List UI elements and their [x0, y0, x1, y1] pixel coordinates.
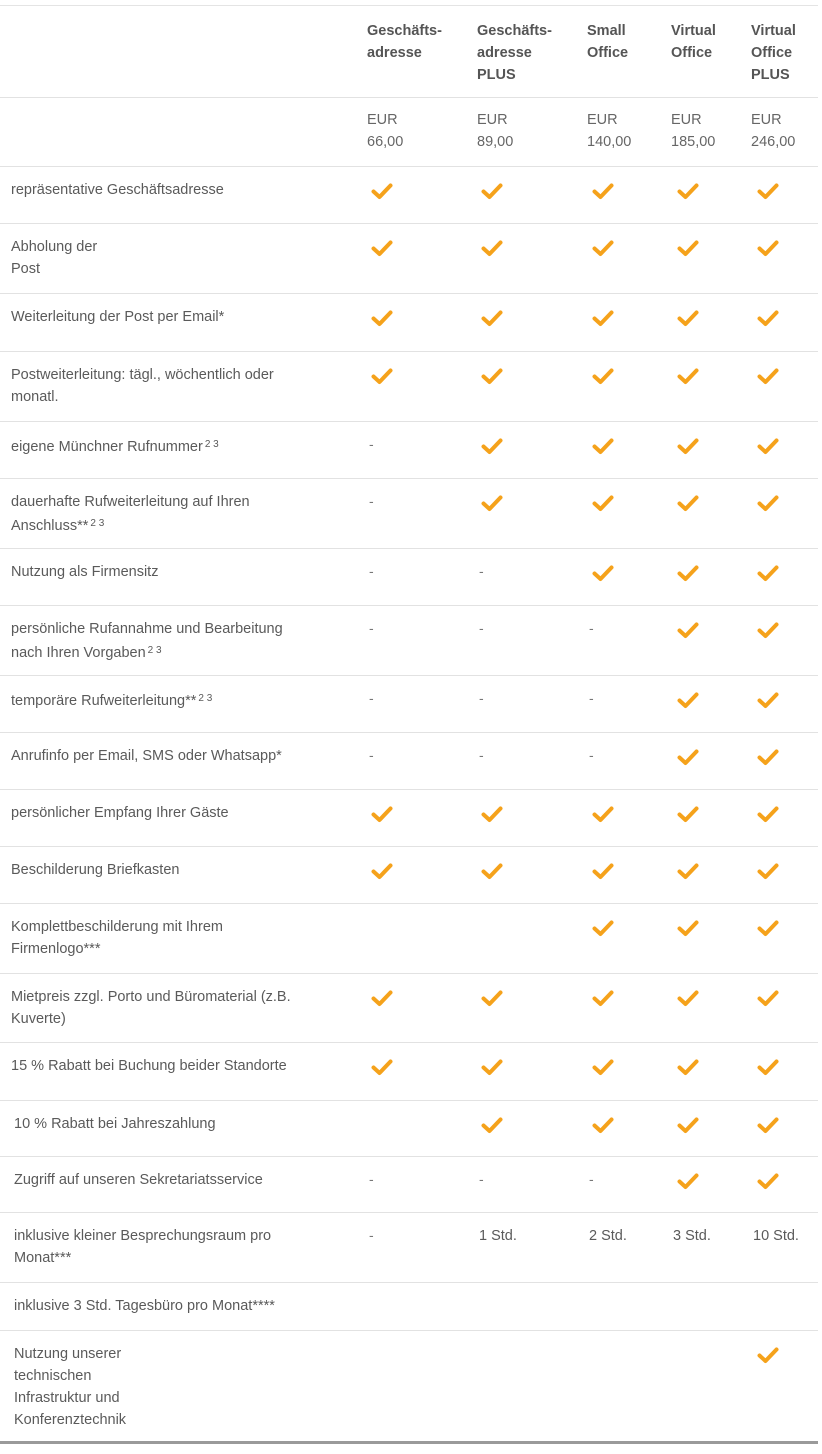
- feature-row: [0, 973, 818, 1043]
- checkmark-icon: [371, 805, 393, 823]
- feature-label: [14, 1113, 216, 1135]
- feature-label-text: Mietpreis zzgl. Porto und Büromaterial (z.B. Kuverte): [11, 989, 291, 1027]
- checkmark-icon: [592, 239, 614, 257]
- checkmark-icon: [757, 691, 779, 709]
- plan-name-geschaeftsadresse-plus: Geschäfts- adresse PLUS: [477, 23, 552, 83]
- checkmark-icon: [757, 748, 779, 766]
- checkmark-icon: [757, 564, 779, 582]
- checkmark-icon: [757, 309, 779, 327]
- price-virtual-office: EUR 185,00: [671, 112, 716, 150]
- feature-row: [0, 1330, 818, 1441]
- feature-value: 10 Std.: [753, 1228, 799, 1244]
- plan-name-small-office: Small Office: [587, 23, 629, 61]
- checkmark-icon: [677, 621, 699, 639]
- checkmark-icon: [677, 437, 699, 455]
- not-included-dash: -: [479, 690, 484, 706]
- feature-label-text: inklusive 3 Std. Tagesbüro pro Monat****: [14, 1298, 275, 1314]
- checkmark-icon: [677, 989, 699, 1007]
- price-small-office: EUR 140,00: [587, 112, 632, 150]
- not-included-dash: -: [479, 1171, 484, 1187]
- checkmark-icon: [371, 989, 393, 1007]
- checkmark-icon: [481, 182, 503, 200]
- feature-label: [11, 986, 291, 1030]
- feature-label: [11, 491, 250, 537]
- checkmark-icon: [481, 989, 503, 1007]
- feature-row: [0, 675, 818, 733]
- checkmark-icon: [371, 367, 393, 385]
- checkmark-icon: [677, 805, 699, 823]
- feature-label: [14, 1225, 271, 1269]
- feature-label: [11, 745, 282, 767]
- checkmark-icon: [481, 437, 503, 455]
- feature-label-text: persönliche Rufannahme und Bearbeitung nach Ihren Vorgaben: [11, 621, 283, 661]
- feature-row: [0, 1042, 818, 1101]
- feature-label: [11, 688, 212, 712]
- feature-row: [0, 421, 818, 479]
- feature-label: [11, 916, 223, 960]
- not-included-dash: -: [369, 1227, 374, 1243]
- checkmark-icon: [592, 862, 614, 880]
- checkmark-icon: [371, 239, 393, 257]
- feature-label: [11, 236, 97, 280]
- checkmark-icon: [592, 989, 614, 1007]
- not-included-dash: -: [369, 690, 374, 706]
- checkmark-icon: [677, 564, 699, 582]
- not-included-dash: -: [589, 690, 594, 706]
- feature-label-text: Weiterleitung der Post per Email*: [11, 309, 225, 325]
- feature-row: [0, 789, 818, 847]
- checkmark-icon: [592, 1116, 614, 1134]
- checkmark-icon: [371, 1058, 393, 1076]
- footnote-marker: 2 3: [198, 693, 213, 704]
- plan-name-virtual-office-plus: Virtual Office PLUS: [751, 23, 796, 83]
- checkmark-icon: [757, 919, 779, 937]
- checkmark-icon: [481, 1116, 503, 1134]
- feature-label: [14, 1169, 263, 1191]
- checkmark-icon: [592, 564, 614, 582]
- feature-label: [11, 859, 179, 881]
- feature-label: [11, 179, 224, 201]
- feature-label-text: dauerhafte Rufweiterleitung auf Ihren Anschluss**: [11, 494, 250, 534]
- feature-label-text: Komplettbeschilderung mit Ihrem Firmenlogo***: [11, 919, 223, 957]
- checkmark-icon: [481, 805, 503, 823]
- feature-value: 1 Std.: [479, 1228, 517, 1244]
- feature-row: [0, 846, 818, 904]
- feature-label-text: Abholung der Post: [11, 239, 98, 277]
- feature-row: [0, 223, 818, 294]
- feature-label-text: Anrufinfo per Email, SMS oder Whatsapp*: [11, 748, 282, 764]
- feature-label: [11, 364, 274, 408]
- checkmark-icon: [481, 367, 503, 385]
- not-included-dash: -: [369, 436, 374, 452]
- not-included-dash: -: [589, 1171, 594, 1187]
- checkmark-icon: [757, 862, 779, 880]
- price-geschaeftsadresse: EUR 66,00: [367, 112, 404, 150]
- price-geschaeftsadresse-plus: EUR 89,00: [477, 112, 514, 150]
- not-included-dash: -: [369, 620, 374, 636]
- checkmark-icon: [592, 367, 614, 385]
- feature-row: [0, 351, 818, 422]
- price-row: [0, 97, 818, 167]
- checkmark-icon: [757, 239, 779, 257]
- footnote-marker: 2 3: [90, 518, 105, 529]
- footnote-marker: 2 3: [147, 645, 162, 656]
- checkmark-icon: [481, 862, 503, 880]
- feature-row: [0, 732, 818, 790]
- checkmark-icon: [481, 239, 503, 257]
- bottom-divider: [0, 1441, 818, 1444]
- checkmark-icon: [757, 437, 779, 455]
- feature-label-text: inklusive kleiner Besprechungsraum pro Monat***: [14, 1228, 272, 1266]
- checkmark-icon: [677, 182, 699, 200]
- feature-label-text: eigene Münchner Rufnummer: [11, 439, 203, 455]
- checkmark-icon: [592, 182, 614, 200]
- checkmark-icon: [592, 437, 614, 455]
- not-included-dash: -: [589, 747, 594, 763]
- checkmark-icon: [677, 494, 699, 512]
- feature-label: [11, 618, 283, 664]
- feature-label-text: 15 % Rabatt bei Buchung beider Standorte: [11, 1058, 287, 1074]
- feature-row: [0, 1100, 818, 1157]
- not-included-dash: -: [479, 620, 484, 636]
- checkmark-icon: [481, 309, 503, 327]
- checkmark-icon: [371, 309, 393, 327]
- checkmark-icon: [677, 239, 699, 257]
- feature-label: [11, 1055, 287, 1077]
- checkmark-icon: [592, 919, 614, 937]
- not-included-dash: -: [369, 1171, 374, 1187]
- checkmark-icon: [592, 494, 614, 512]
- checkmark-icon: [757, 1058, 779, 1076]
- feature-label: [11, 306, 224, 328]
- checkmark-icon: [757, 1116, 779, 1134]
- checkmark-icon: [757, 182, 779, 200]
- feature-label-text: Zugriff auf unseren Sekretariatsservice: [14, 1172, 263, 1188]
- checkmark-icon: [677, 367, 699, 385]
- checkmark-icon: [592, 805, 614, 823]
- not-included-dash: -: [479, 563, 484, 579]
- feature-label-text: repräsentative Geschäftsadresse: [11, 182, 224, 198]
- plan-header-row: [0, 6, 818, 98]
- not-included-dash: -: [479, 747, 484, 763]
- feature-label-text: Nutzung unserer technischen Infrastruktur und Konferenztechnik: [14, 1346, 127, 1428]
- checkmark-icon: [592, 309, 614, 327]
- checkmark-icon: [677, 919, 699, 937]
- feature-row: [0, 1212, 818, 1283]
- not-included-dash: -: [369, 563, 374, 579]
- checkmark-icon: [481, 494, 503, 512]
- feature-label: [11, 561, 158, 583]
- feature-label-text: temporäre Rufweiterleitung**: [11, 693, 197, 709]
- feature-value: 3 Std.: [673, 1228, 711, 1244]
- not-included-dash: -: [369, 747, 374, 763]
- feature-label-text: Nutzung als Firmensitz: [11, 564, 159, 580]
- checkmark-icon: [757, 805, 779, 823]
- checkmark-icon: [677, 691, 699, 709]
- checkmark-icon: [757, 621, 779, 639]
- feature-label: [14, 1343, 126, 1431]
- checkmark-icon: [757, 367, 779, 385]
- checkmark-icon: [757, 989, 779, 1007]
- checkmark-icon: [677, 862, 699, 880]
- feature-label-text: persönlicher Empfang Ihrer Gäste: [11, 805, 229, 821]
- checkmark-icon: [481, 1058, 503, 1076]
- feature-label-text: Beschilderung Briefkasten: [11, 862, 180, 878]
- feature-row: [0, 548, 818, 606]
- feature-value: 2 Std.: [589, 1228, 627, 1244]
- checkmark-icon: [757, 494, 779, 512]
- checkmark-icon: [677, 309, 699, 327]
- checkmark-icon: [677, 1058, 699, 1076]
- feature-label-text: Postweiterleitung: tägl., wöchentlich oder monatl.: [11, 367, 274, 405]
- checkmark-icon: [677, 1116, 699, 1134]
- feature-row: [0, 1156, 818, 1213]
- feature-row: [0, 1282, 818, 1331]
- feature-row: [0, 293, 818, 352]
- checkmark-icon: [371, 862, 393, 880]
- feature-label: [11, 802, 229, 824]
- feature-row: [0, 166, 818, 224]
- feature-label: [14, 1295, 275, 1317]
- checkmark-icon: [592, 1058, 614, 1076]
- feature-label-text: 10 % Rabatt bei Jahreszahlung: [14, 1116, 216, 1132]
- feature-row: [0, 605, 818, 676]
- price-virtual-office-plus: EUR 246,00: [751, 112, 796, 150]
- feature-label: [11, 434, 219, 458]
- not-included-dash: -: [589, 620, 594, 636]
- checkmark-icon: [371, 182, 393, 200]
- footnote-marker: 2 3: [204, 439, 219, 450]
- checkmark-icon: [677, 1172, 699, 1190]
- checkmark-icon: [757, 1172, 779, 1190]
- feature-row: [0, 478, 818, 549]
- checkmark-icon: [677, 748, 699, 766]
- not-included-dash: -: [369, 493, 374, 509]
- plan-name-virtual-office: Virtual Office: [671, 23, 716, 61]
- feature-row: [0, 903, 818, 974]
- checkmark-icon: [757, 1346, 779, 1364]
- plan-name-geschaeftsadresse: Geschäfts- adresse: [367, 23, 442, 61]
